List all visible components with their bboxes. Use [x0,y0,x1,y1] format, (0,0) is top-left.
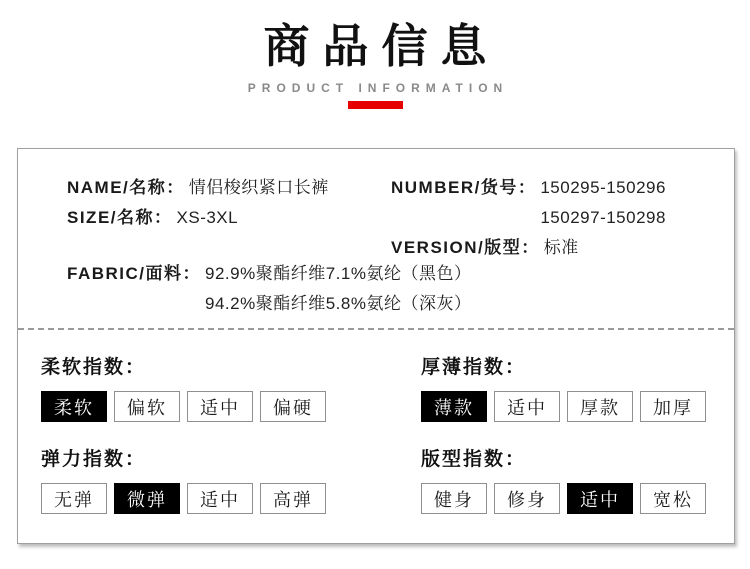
option-extra-thick: 加厚 [640,391,706,422]
fabric-value-line1: 92.9%聚酯纤维7.1%氨纶（黑色） [205,264,472,283]
thickness-index-group [421,352,706,422]
fit-index-options [421,483,706,514]
fabric-value-line2: 94.2%聚酯纤维5.8%氨纶（深灰） [205,294,472,313]
softness-index-options [41,391,326,422]
softness-index-heading: 柔软指数： [41,357,147,378]
option-no-stretch: 无弹 [41,483,107,514]
softness-index-group [41,352,326,422]
option-loose-fit: 宽松 [640,483,706,514]
dashed-divider [18,328,734,330]
option-slightly-hard: 偏硬 [260,391,326,422]
size-label: SIZE/名称： [67,208,173,227]
accent-underline-bar [348,101,403,109]
fit-index-group [421,444,706,514]
page-title: 商品信息 [263,20,500,72]
option-athletic-fit: 健身 [421,483,487,514]
size-row [67,203,329,233]
option-medium-stretch: 适中 [187,483,253,514]
elasticity-index-heading: 弹力指数： [41,449,147,470]
option-medium-thick: 适中 [494,391,560,422]
fabric-values [201,259,471,319]
number-value-line2: 150297-150298 [540,208,666,227]
number-label: NUMBER/货号： [391,178,537,197]
fabric-row [67,259,471,319]
option-slightly-soft: 偏软 [114,391,180,422]
number-value-line1: 150295-150296 [540,178,666,197]
option-slim-fit: 修身 [494,483,560,514]
product-info-panel [17,148,735,544]
option-thin: 薄款 [421,391,487,422]
info-column-right [391,173,666,263]
option-soft: 柔软 [41,391,107,422]
version-value: 标准 [543,238,579,257]
version-label: VERSION/版型： [391,238,540,257]
name-value: 情侣梭织紧口长裤 [188,178,329,197]
option-medium: 适中 [187,391,253,422]
info-column-left [67,173,329,233]
number-values [536,173,666,233]
elasticity-index-options [41,483,326,514]
number-row [391,173,666,233]
option-high-stretch: 高弹 [260,483,326,514]
name-row [67,173,329,203]
elasticity-index-group [41,444,326,514]
option-regular-fit: 适中 [567,483,633,514]
fit-index-heading: 版型指数： [421,449,527,470]
option-slight-stretch: 微弹 [114,483,180,514]
option-thick: 厚款 [567,391,633,422]
page-subtitle: PRODUCT INFORMATION [247,81,509,95]
name-label: NAME/名称： [67,178,185,197]
size-value: XS-3XL [176,208,239,227]
thickness-index-options [421,391,706,422]
fabric-label: FABRIC/面料： [67,264,201,283]
thickness-index-heading: 厚薄指数： [421,357,527,378]
